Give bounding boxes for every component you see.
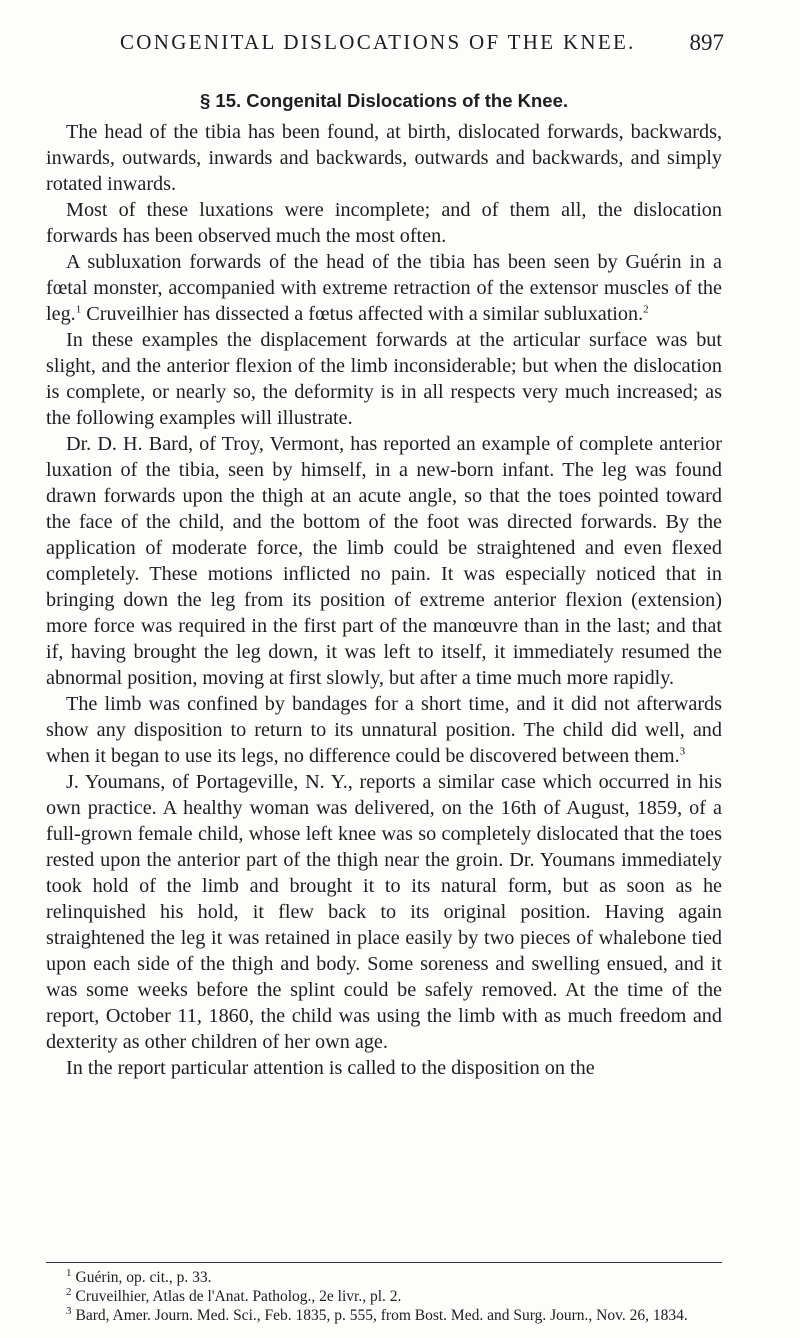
paragraph-text: Most of these luxations were incomplete; and of them all, the dislocation forwards has been observed much the most often. bbox=[46, 199, 722, 247]
footnote bbox=[46, 1268, 722, 1287]
footnote-text: Bard, Amer. Journ. Med. Sci., Feb. 1835, p. 555, from Bost. Med. and Surg. Journ., Nov. 26, 1834. bbox=[75, 1307, 688, 1324]
footnote bbox=[46, 1306, 722, 1325]
paragraph-bard-case bbox=[46, 431, 722, 691]
paragraph-bandages bbox=[46, 691, 722, 769]
running-title: CONGENITAL DISLOCATIONS OF THE KNEE. bbox=[120, 30, 636, 54]
body-text bbox=[46, 88, 722, 1081]
footnote-text: Cruveilhier, Atlas de l'Anat. Patholog., 2e livr., pl. 2. bbox=[75, 1288, 402, 1305]
paragraph-text: In these examples the displacement forwards at the articular surface was but slight, and the anterior flexion of the limb inconsiderable; but when the dislocation is complete, or nearly so, the deformity is in all respects very much increased; as the following examples will illustrate. bbox=[46, 329, 722, 429]
paragraph-text: The head of the tibia has been found, at birth, dislocated forwards, backwards, inwards, outwards, inwards and backwards, outwards and backwards, and simply rotated inwards. bbox=[46, 121, 722, 195]
paragraph-intro bbox=[46, 119, 722, 197]
footnotes bbox=[46, 1268, 722, 1325]
footnote bbox=[46, 1287, 722, 1306]
paragraph-luxations bbox=[46, 197, 722, 249]
footnote-divider bbox=[46, 1262, 722, 1263]
paragraph-text: Dr. D. H. Bard, of Troy, Vermont, has reported an example of complete anterior luxation of the tibia, seen by himself, in a new-born infant. The leg was found drawn forwards upon the thigh at an acute angle, so that the toes pointed toward the face of the child, and the bottom of the foot was directed forwards. By the application of moderate force, the limb could be straightened and even flexed completely. These motions inflicted no pain. It was especially noticed that in bringing down the leg from its position of extreme anterior flexion (extension) more force was required in the first part of the manœuvre than in the last; and that if, having brought the leg down, it was left to itself, it immediately resumed the abnormal position, moving at first slowly, but after a time much more rapidly. bbox=[46, 433, 722, 689]
paragraph-text: J. Youmans, of Portageville, N. Y., reports a similar case which occurred in his own practice. A healthy woman was delivered, on the 16th of August, 1859, of a full-grown female child, whose left knee was so completely dislocated that the toes rested upon the anterior part of the thigh near the groin. Dr. Youmans immediately took hold of the limb and brought it to its natural form, but as soon as he relinquished his hold, it flew back to its original position. Having again straightened the leg it was retained in place easily by two pieces of whalebone tied upon each side of the thigh and body. Some soreness and swelling ensued, and it was some weeks before the splint could be safely removed. At the time of the report, October 11, 1860, the child was using the limb with as much freedom and dexterity as other children of her own age. bbox=[46, 771, 722, 1053]
paragraph-text-continued: Cruveilhier has dissected a fœtus affected with a similar subluxation. bbox=[81, 303, 644, 325]
footnote-number: 1 bbox=[66, 1266, 72, 1279]
paragraph-text: The limb was confined by bandages for a short time, and it did not afterwards show any disposition to return to its unnatural position. The child did well, and when it began to use its legs, no difference could be discovered between them. bbox=[46, 693, 722, 767]
paragraph-youmans-case bbox=[46, 769, 722, 1055]
footnote-ref: 2 bbox=[643, 303, 649, 316]
page-number: 897 bbox=[689, 30, 724, 55]
paragraph-examples bbox=[46, 327, 722, 431]
paragraph-text: In the report particular attention is called to the disposition on the bbox=[66, 1057, 595, 1079]
section-heading: § 15. Congenital Dislocations of the Knee. bbox=[199, 90, 568, 111]
paragraph-report bbox=[46, 1055, 722, 1081]
footnote-number: 3 bbox=[66, 1304, 72, 1317]
footnote-number: 2 bbox=[66, 1285, 72, 1298]
footnote-ref: 1 bbox=[75, 303, 82, 316]
paragraph-subluxation bbox=[46, 249, 722, 327]
paragraph-text: A subluxation forwards of the head of the tibia has been seen by Guérin in a fœtal monster, accompanied with extreme retraction of the extensor muscles of the leg. bbox=[46, 251, 722, 325]
running-head bbox=[120, 30, 724, 64]
footnote-text: Guérin, op. cit., p. 33. bbox=[75, 1269, 212, 1286]
footnote-ref: 3 bbox=[679, 745, 686, 758]
